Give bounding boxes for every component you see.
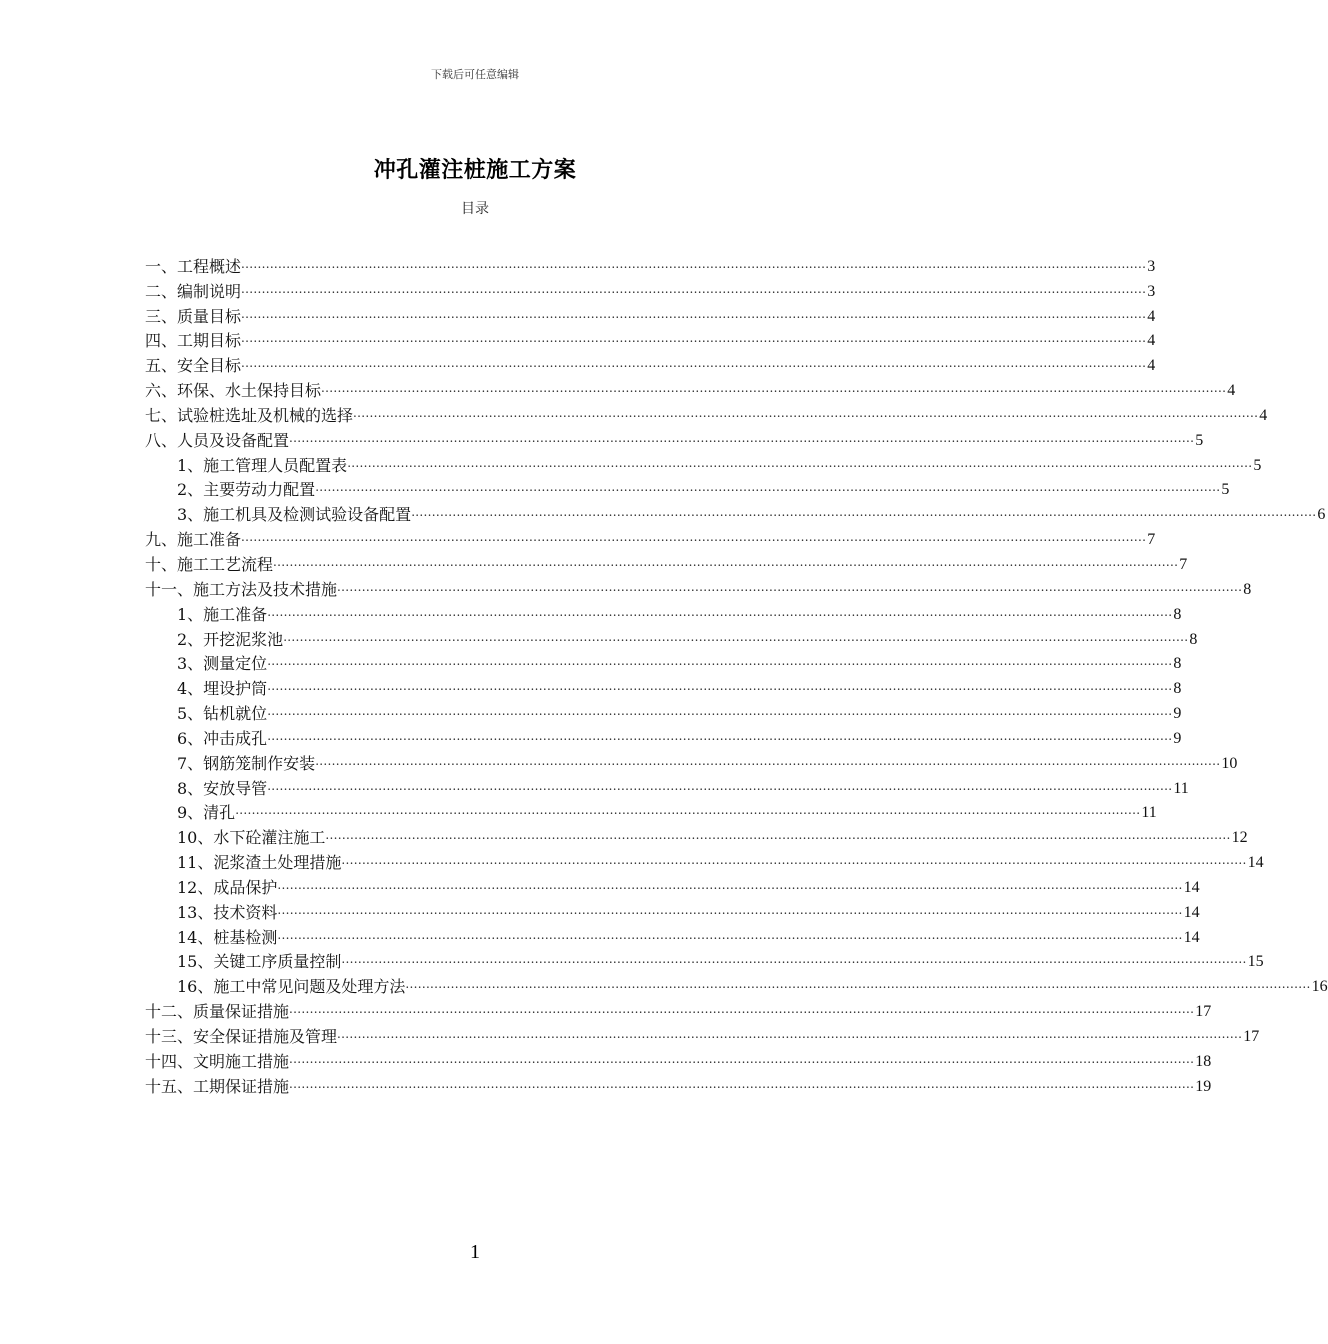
toc-entry-page: 3 xyxy=(1147,282,1156,300)
toc-entry[interactable] xyxy=(145,476,1230,501)
toc-entry-label: 1、施工管理人员配置表 xyxy=(177,455,348,475)
toc-dot-leader: ............................................................................................................................................................................................................................ xyxy=(337,1027,1243,1041)
toc-entry[interactable] xyxy=(145,351,1156,376)
toc-dot-leader: ............................................................................................................................................................................................................................ xyxy=(235,803,1141,818)
toc-entry-label: 十一、施工方法及技术措施 xyxy=(145,579,338,599)
toc-entry[interactable] xyxy=(145,997,1212,1022)
toc-entry-page: 17 xyxy=(1243,1028,1260,1045)
toc-entry-page: 14 xyxy=(1183,878,1200,896)
toc-entry-label: 十二、质量保证措施 xyxy=(145,1002,290,1022)
toc-entry-page: 14 xyxy=(1247,854,1264,872)
toc-dot-leader: ............................................................................................................................................................................................................................ xyxy=(353,405,1259,420)
toc-entry-label: 14、桩基检测 xyxy=(177,927,278,947)
document-title: 冲孔灌注桩施工方案 xyxy=(373,157,577,183)
toc-entry-page: 8 xyxy=(1173,680,1182,698)
toc-entry-label: 八、人员及设备配置 xyxy=(145,430,290,450)
toc-entry-label: 十三、安全保证措施及管理 xyxy=(145,1027,338,1046)
toc-entry-label: 十、施工工艺流程 xyxy=(145,554,274,574)
toc-entry[interactable] xyxy=(145,898,1200,923)
toc-entry[interactable] xyxy=(145,923,1200,948)
toc-entry[interactable] xyxy=(145,302,1156,327)
toc-entry[interactable] xyxy=(145,327,1156,352)
toc-entry[interactable] xyxy=(145,972,1328,997)
toc-dot-leader: ............................................................................................................................................................................................................................ xyxy=(315,753,1221,768)
toc-entry-label: 7、钢筋笼制作安装 xyxy=(177,753,316,773)
toc-dot-leader: ............................................................................................................................................................................................................................ xyxy=(289,1002,1195,1017)
toc-entry[interactable] xyxy=(145,426,1204,451)
header-note: 下载后可任意编辑 xyxy=(431,68,519,81)
toc-dot-leader: ............................................................................................................................................................................................................................ xyxy=(241,356,1147,371)
toc-dot-leader: ............................................................................................................................................................................................................................ xyxy=(267,654,1173,669)
toc-entry-page: 8 xyxy=(1173,605,1182,623)
toc-entry-label: 4、埋设护筒 xyxy=(177,679,268,699)
toc-entry-label: 1、施工准备 xyxy=(177,604,268,624)
toc-entry-page: 6 xyxy=(1317,506,1326,524)
toc-entry-page: 4 xyxy=(1147,307,1156,325)
toc-entry-label: 12、成品保护 xyxy=(177,877,278,897)
toc-dot-leader: ............................................................................................................................................................................................................................ xyxy=(267,679,1173,694)
toc-entry[interactable] xyxy=(145,401,1268,426)
toc-entry-label: 2、开挖泥浆池 xyxy=(177,629,284,649)
toc-entry-label: 七、试验桩选址及机械的选择 xyxy=(145,405,354,425)
toc-entry[interactable] xyxy=(145,948,1264,973)
toc-entry[interactable] xyxy=(145,799,1157,824)
toc-entry-page: 9 xyxy=(1173,729,1182,747)
toc-entry-label: 9、清孔 xyxy=(177,803,236,823)
toc-heading: 目录 xyxy=(461,201,489,217)
toc-entry-page: 17 xyxy=(1195,1003,1212,1021)
toc-dot-leader: ............................................................................................................................................................................................................................ xyxy=(283,629,1189,644)
toc-entry-page: 11 xyxy=(1173,779,1189,797)
toc-entry[interactable] xyxy=(145,1047,1212,1072)
toc-entry[interactable] xyxy=(145,500,1326,525)
toc-entry[interactable] xyxy=(145,699,1182,724)
toc-entry-label: 2、主要劳动力配置 xyxy=(177,480,316,500)
toc-entry-page: 7 xyxy=(1147,531,1156,549)
toc-entry-page: 9 xyxy=(1173,705,1182,723)
toc-entry-page: 4 xyxy=(1147,357,1156,375)
toc-entry[interactable] xyxy=(145,451,1262,476)
toc-dot-leader: ............................................................................................................................................................................................................................ xyxy=(341,853,1247,868)
toc-entry-label: 6、冲击成孔 xyxy=(177,728,268,748)
toc-dot-leader: ............................................................................................................................................................................................................................ xyxy=(277,927,1183,942)
toc-entry[interactable] xyxy=(145,724,1182,749)
toc-entry-page: 4 xyxy=(1259,406,1268,424)
toc-dot-leader: ............................................................................................................................................................................................................................ xyxy=(405,977,1311,992)
toc-dot-leader: ............................................................................................................................................................................................................................ xyxy=(337,579,1243,594)
toc-entry-label: 3、施工机具及检测试验设备配置 xyxy=(177,505,412,525)
toc-entry-page: 4 xyxy=(1227,382,1236,400)
toc-entry[interactable] xyxy=(145,774,1189,799)
toc-entry-page: 7 xyxy=(1179,555,1188,573)
toc-dot-leader: ............................................................................................................................................................................................................................ xyxy=(267,704,1173,719)
toc-dot-leader: ............................................................................................................................................................................................................................ xyxy=(241,530,1147,545)
toc-entry[interactable] xyxy=(145,1072,1212,1097)
toc-entry-label: 一、工程概述 xyxy=(145,256,242,276)
toc-entry-page: 18 xyxy=(1195,1052,1212,1070)
toc-entry-page: 8 xyxy=(1189,630,1198,648)
toc-entry-label: 3、测量定位 xyxy=(177,654,268,674)
toc-entry-label: 11、泥浆渣土处理措施 xyxy=(177,853,342,873)
toc-entry-label: 二、编制说明 xyxy=(145,281,242,301)
toc-dot-leader: ............................................................................................................................................................................................................................ xyxy=(267,728,1173,743)
toc-entry-label: 15、关键工序质量控制 xyxy=(177,952,342,972)
toc-entry-page: 8 xyxy=(1243,580,1252,598)
toc-entry[interactable] xyxy=(145,525,1156,550)
toc-entry-page: 11 xyxy=(1141,804,1157,822)
toc-dot-leader: ............................................................................................................................................................................................................................ xyxy=(321,381,1227,396)
toc-entry-page: 14 xyxy=(1183,903,1200,921)
toc-entry-label: 十五、工期保证措施 xyxy=(145,1076,290,1096)
toc-entry[interactable] xyxy=(145,252,1156,277)
toc-dot-leader: ............................................................................................................................................................................................................................ xyxy=(241,281,1147,296)
toc-entry-page: 19 xyxy=(1195,1077,1212,1095)
toc-dot-leader: ............................................................................................................................................................................................................................ xyxy=(267,604,1173,619)
toc-entry-label: 五、安全目标 xyxy=(145,356,242,376)
toc-entry-page: 4 xyxy=(1147,332,1156,350)
toc-entry-label: 5、钻机就位 xyxy=(177,704,268,724)
toc-dot-leader: ............................................................................................................................................................................................................................ xyxy=(273,554,1179,569)
toc-entry-label: 十四、文明施工措施 xyxy=(145,1051,290,1071)
toc-dot-leader: ............................................................................................................................................................................................................................ xyxy=(267,778,1173,793)
toc-entry-page: 14 xyxy=(1183,928,1200,946)
toc-entry-label: 九、施工准备 xyxy=(145,530,242,550)
toc-entry-page: 10 xyxy=(1221,754,1238,772)
toc-dot-leader: ............................................................................................................................................................................................................................ xyxy=(289,1051,1195,1066)
toc-entry-label: 六、环保、水土保持目标 xyxy=(145,381,322,401)
toc-entry[interactable] xyxy=(145,848,1264,873)
toc-entry-label: 13、技术资料 xyxy=(177,902,278,922)
toc-entry-label: 四、工期目标 xyxy=(145,331,242,351)
table-of-contents xyxy=(145,252,1328,1097)
toc-entry-label: 8、安放导管 xyxy=(177,778,268,798)
toc-dot-leader: ............................................................................................................................................................................................................................ xyxy=(277,902,1183,917)
toc-entry-label: 16、施工中常见问题及处理方法 xyxy=(177,977,406,997)
toc-dot-leader: ............................................................................................................................................................................................................................ xyxy=(241,306,1147,321)
toc-dot-leader: ............................................................................................................................................................................................................................ xyxy=(289,1076,1195,1091)
toc-dot-leader: ............................................................................................................................................................................................................................ xyxy=(241,256,1147,271)
toc-entry[interactable] xyxy=(145,823,1248,848)
toc-entry-page: 5 xyxy=(1253,456,1262,474)
toc-entry-page: 12 xyxy=(1231,829,1248,847)
toc-dot-leader: ............................................................................................................................................................................................................................ xyxy=(411,505,1317,520)
toc-entry-page: 3 xyxy=(1147,257,1156,275)
toc-dot-leader: ............................................................................................................................................................................................................................ xyxy=(241,331,1147,346)
toc-entry-page: 15 xyxy=(1247,953,1264,971)
toc-entry[interactable] xyxy=(145,873,1200,898)
toc-entry-label: 10、水下砼灌注施工 xyxy=(177,828,326,848)
toc-entry[interactable] xyxy=(145,550,1188,575)
toc-entry[interactable] xyxy=(145,625,1198,650)
toc-entry-label: 三、质量目标 xyxy=(145,306,242,326)
toc-dot-leader: ............................................................................................................................................................................................................................ xyxy=(347,455,1253,470)
toc-entry[interactable] xyxy=(145,600,1182,625)
toc-entry[interactable] xyxy=(145,277,1156,302)
toc-dot-leader: ............................................................................................................................................................................................................................ xyxy=(341,952,1247,967)
toc-entry[interactable] xyxy=(145,674,1182,699)
toc-dot-leader: ............................................................................................................................................................................................................................ xyxy=(325,828,1231,843)
toc-dot-leader: ............................................................................................................................................................................................................................ xyxy=(277,877,1183,892)
toc-entry[interactable] xyxy=(145,376,1236,401)
toc-dot-leader: ............................................................................................................................................................................................................................ xyxy=(315,480,1221,495)
toc-entry[interactable] xyxy=(145,1022,1260,1047)
toc-entry[interactable] xyxy=(145,575,1252,600)
toc-entry[interactable] xyxy=(145,749,1238,774)
toc-entry-page: 16 xyxy=(1311,978,1328,996)
toc-dot-leader: ............................................................................................................................................................................................................................ xyxy=(289,430,1195,445)
toc-entry-page: 5 xyxy=(1195,431,1204,449)
toc-entry-page: 5 xyxy=(1221,481,1230,499)
toc-entry-page: 8 xyxy=(1173,655,1182,673)
toc-entry[interactable] xyxy=(145,650,1182,675)
page-number: 1 xyxy=(470,1241,480,1263)
